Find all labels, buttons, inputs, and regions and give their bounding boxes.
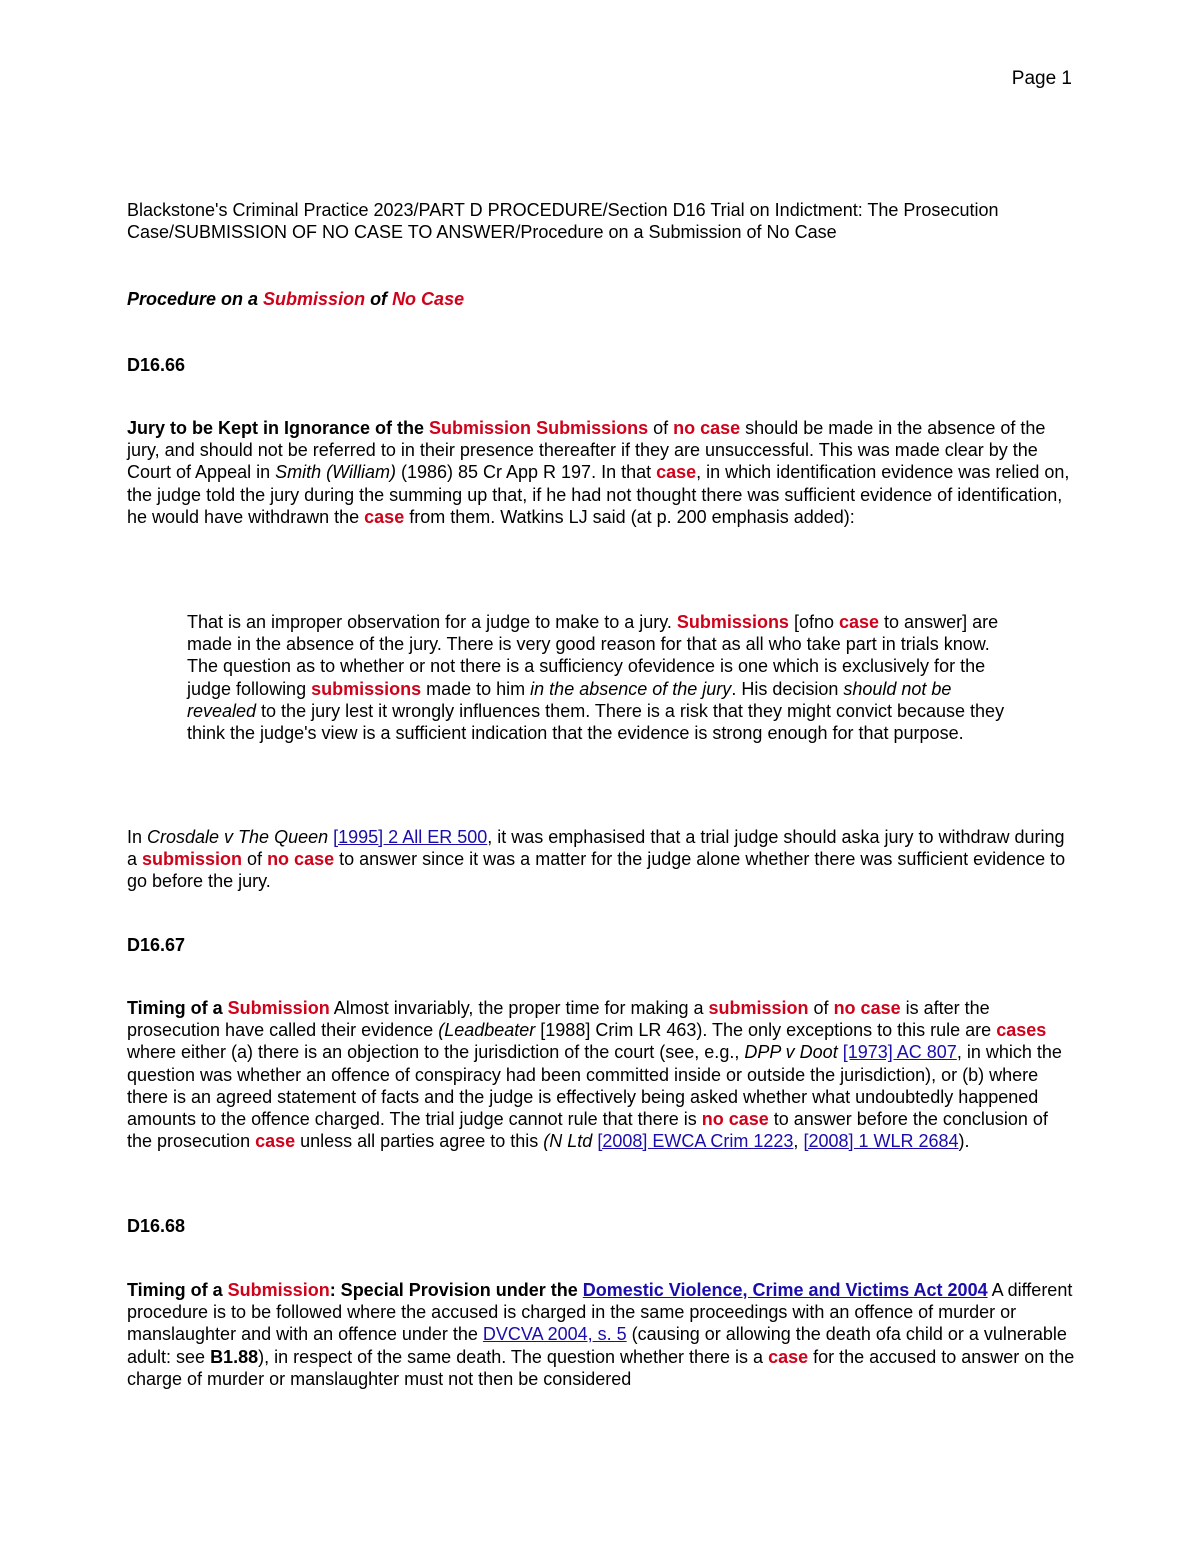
text-run: That is an improper observation for a judge to make to a jury. [187,612,677,632]
text-run: where either (a) there is an objection to the jurisdiction of the court (see, e.g., [127,1042,745,1063]
search-highlight: case [255,1131,296,1152]
text-run: . His decision [731,678,844,699]
emphasis: should not be revealed [187,678,952,721]
title-part: Procedure on a [127,289,264,309]
text-run: of [808,998,834,1018]
search-highlight: submissions [311,678,422,699]
statute-link[interactable]: Domestic Violence, Crime and Victims Act 2004 [582,1280,988,1300]
paragraph-number: D16.67 [127,935,186,955]
paragraph-d16-67 [127,997,1075,1152]
paragraph-heading: : Special Provision under the [329,1280,583,1300]
text-run: A different procedure is to be followed where the accused is charged in the same proceedings with an offence of murder or manslaughter and with an offence under the [127,1280,1073,1345]
paragraph-heading: Jury to be Kept in Ignorance of the [127,418,430,438]
text-run: ). [958,1131,970,1152]
text-run: to the jury lest it wrongly influences them. There is a risk that they might convict because they think the judge's view is a sufficient indication that the evidence is strong enough for that purpose. [187,700,1005,744]
statute-link[interactable]: DVCVA 2004, s. 5 [482,1324,627,1345]
case-name: DPP v Doot [744,1042,838,1063]
text-run: should be made in the absence of the jury, and should not be referred to in their presence thereafter if they are unsuccessful. This was made clear by the Court of Appeal in [127,418,1046,483]
text-run: (1986) 85 Cr App R 197. In that [395,462,657,483]
paragraph-number: D16.66 [127,355,186,375]
text-run: of [242,849,268,870]
citation-link[interactable]: [2008] 1 WLR 2684 [803,1131,959,1152]
search-highlight: Submissions [536,418,649,438]
search-highlight: case [364,506,405,527]
search-highlight: Submission [227,998,330,1018]
citation-link[interactable]: [2008] EWCA Crim 1223 [597,1131,794,1152]
text-run: Almost invariably, the proper time for making a [329,998,709,1018]
cross-reference: B1.88 [210,1346,259,1367]
text-run: (causing or allowing the death ofa child or a vulnerable adult: see [127,1324,1067,1367]
case-name: (N Ltd [543,1131,593,1152]
paragraph-heading: Timing of a [127,998,228,1018]
text-run: for the accused to answer on the charge of murder or manslaughter must not then be considered [127,1346,1075,1389]
text-run: In [127,827,148,847]
citation-link[interactable]: [1973] AC 807 [842,1042,957,1063]
paragraph-d16-68 [127,1279,1075,1390]
case-name: Crosdale v The Queen [147,827,329,847]
text-run: to answer] are made in the absence of the jury. There is very good reason for that as all who take part in trials know. The question as to whether or not there is a sufficiency ofevidence is one which is exclusively for the judge following [187,612,999,699]
breadcrumb: Blackstone's Criminal Practice 2023/PART D PROCEDURE/Section D16 Trial on Indictment: The Prosecution Case/SUBMISSION OF NO CASE TO ANSWER/Procedure on a Submission of No Case [127,200,999,243]
search-highlight: no case [673,418,741,438]
text-run: , [793,1131,804,1152]
paragraph-d16-66 [127,417,1075,528]
search-highlight: no case [833,998,901,1018]
search-highlight: submission [142,849,243,870]
text-run: , in which the question was whether an offence of conspiracy had been committed inside or outside the jurisdiction), or (b) where there is an agreed statement of facts and the judge is effectively being asked whether what undoubtedly happened amounts to the offence charged. The trial judge cannot rule that there is [127,1042,1062,1130]
text-run: from them. Watkins LJ said (at p. 200 emphasis added): [404,506,855,527]
text-run: unless all parties agree to this [295,1131,544,1152]
search-highlight: Submission [227,1280,330,1300]
title-highlight: Submission [263,289,366,309]
page-number: Page 1 [1011,68,1072,89]
paragraph-crosdale [127,826,1075,893]
search-highlight: Submission [429,418,532,438]
citation-link[interactable]: [1995] 2 All ER 500 [333,827,488,847]
search-highlight: case [656,462,697,483]
search-highlight: submission [708,998,809,1018]
title-highlight: No Case [392,289,465,309]
emphasis: in the absence of the jury [530,678,732,699]
case-name: Smith (William) [275,462,396,483]
search-highlight: Submissions [676,612,789,632]
text-run: [ofno [788,612,839,632]
text-run: made to him [421,678,531,699]
search-highlight: case [839,612,880,632]
search-highlight: cases [996,1020,1047,1041]
case-name: (Leadbeater [438,1020,536,1041]
text-run: [1988] Crim LR 463). The only exceptions to this rule are [535,1020,997,1041]
paragraph-number: D16.68 [127,1216,186,1236]
text-run: is after the prosecution have called their evidence [127,998,990,1041]
search-highlight: case [768,1346,809,1367]
search-highlight: no case [701,1109,769,1130]
text-run: , it was emphasised that a trial judge should aska jury to withdraw during a [127,827,1065,870]
paragraph-heading: Timing of a [127,1280,228,1300]
text-run: of [648,418,674,438]
section-title [127,288,1075,310]
text-run: to answer since it was a matter for the judge alone whether there was sufficient evidence to go before the jury. [127,849,1066,892]
search-highlight: no case [267,849,335,870]
text-run: to answer before the conclusion of the prosecution [127,1109,1048,1152]
text-run: ), in respect of the same death. The question whether there is a [258,1346,769,1367]
block-quote [187,611,1017,744]
text-run: , in which identification evidence was relied on, the judge told the jury during the summing up that, if he had not thought there was sufficient evidence of identification, he would have withdrawn the [127,462,1070,527]
title-part: of [365,289,393,309]
